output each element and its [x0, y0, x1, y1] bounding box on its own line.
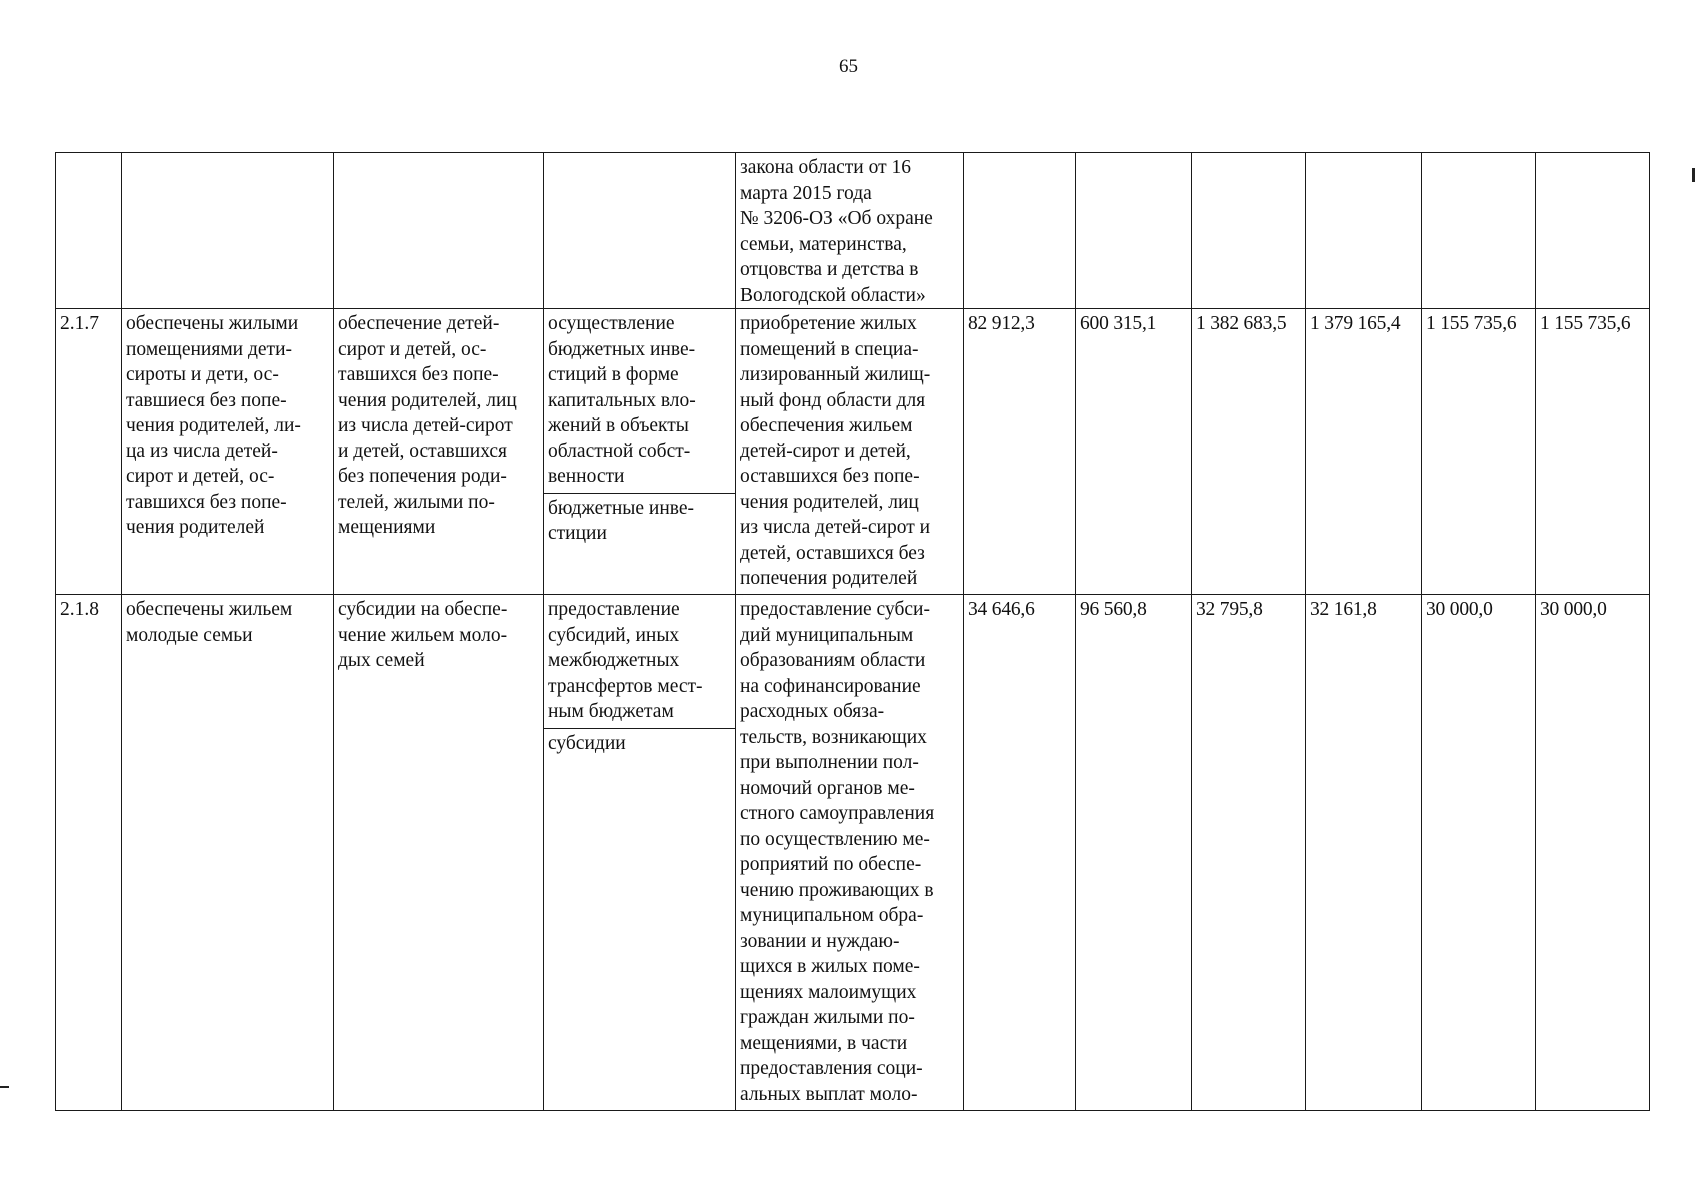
table-row — [56, 595, 1650, 1111]
result-cell: обеспечены жилыми помещениями дети- сироты и дети, ос- тавшиеся без попе- чения родителей, ли- ца из числа детей- сирот и детей, ос- тавшихся без попе- чения родителей — [122, 309, 334, 595]
value-cell: 1 155 735,6 — [1536, 309, 1650, 595]
table-row — [56, 153, 1650, 309]
value-cell: 82 912,3 — [964, 309, 1076, 595]
expense-type-cell — [544, 595, 736, 1111]
measure-cell: обеспечение детей- сирот и детей, ос- тавшихся без попе- чения родителей, лиц из числа детей-сирот и детей, оставшихся без попечения роди- телей, жилыми по- мещениями — [334, 309, 544, 595]
measure-cell — [334, 153, 544, 309]
expense-type-cell — [544, 309, 736, 595]
expense-subtype-text: субсидии — [544, 728, 735, 757]
scan-margin-mark — [0, 1086, 9, 1088]
value-cell: 32 161,8 — [1306, 595, 1422, 1111]
value-cell: 1 379 165,4 — [1306, 309, 1422, 595]
row-number-cell: 2.1.7 — [56, 309, 122, 595]
value-cell — [1192, 153, 1306, 309]
row-number-cell — [56, 153, 122, 309]
value-cell — [1536, 153, 1650, 309]
value-cell: 96 560,8 — [1076, 595, 1192, 1111]
value-cell: 30 000,0 — [1422, 595, 1536, 1111]
expense-type-text: предоставление субсидий, иных межбюджетных трансфертов мест- ным бюджетам — [548, 599, 703, 722]
row-number-cell: 2.1.8 — [56, 595, 122, 1111]
measure-cell: субсидии на обеспе- чение жильем моло- дых семей — [334, 595, 544, 1111]
value-cell — [1076, 153, 1192, 309]
value-cell — [964, 153, 1076, 309]
value-cell: 600 315,1 — [1076, 309, 1192, 595]
result-cell: обеспечены жильем молодые семьи — [122, 595, 334, 1111]
value-cell: 34 646,6 — [964, 595, 1076, 1111]
program-measures-table — [55, 152, 1650, 1111]
value-cell — [1422, 153, 1536, 309]
expense-type-cell — [544, 153, 736, 309]
result-cell — [122, 153, 334, 309]
expense-type-text: осуществление бюджетных инве- стиций в форме капитальных вло- жений в объекты областной собст- венности — [548, 313, 696, 487]
table-row — [56, 309, 1650, 595]
expense-subtype-text: бюджетные инве- стиции — [544, 493, 735, 547]
page-number: 65 — [839, 56, 858, 77]
value-cell: 30 000,0 — [1536, 595, 1650, 1111]
direction-cell: закона области от 16 марта 2015 года № 3206-ОЗ «Об охране семьи, материнства, отцовства и детства в Вологодской области» — [736, 153, 964, 309]
direction-cell: приобретение жилых помещений в специа- лизированный жилищ- ный фонд области для обеспечения жильем детей-сирот и детей, оставшихся без попе- чения родителей, лиц из числа детей-сирот и детей, оставшихся без попечения родителей — [736, 309, 964, 595]
value-cell: 1 155 735,6 — [1422, 309, 1536, 595]
direction-cell: предоставление субси- дий муниципальным образованиям области на софинансирование расходных обяза- тельств, возникающих при выполнении пол- номочий органов ме- стного самоуправления по осуществлению ме- роприятий по обеспе- чению проживающих в муниципальном обра- зовании и нуждаю- щихся в жилых поме- щениях малоимущих граждан жилыми по- мещениями, в части предоставления соци- альных выплат моло- — [736, 595, 964, 1111]
value-cell: 1 382 683,5 — [1192, 309, 1306, 595]
value-cell — [1306, 153, 1422, 309]
scan-margin-mark — [1692, 168, 1695, 182]
value-cell: 32 795,8 — [1192, 595, 1306, 1111]
